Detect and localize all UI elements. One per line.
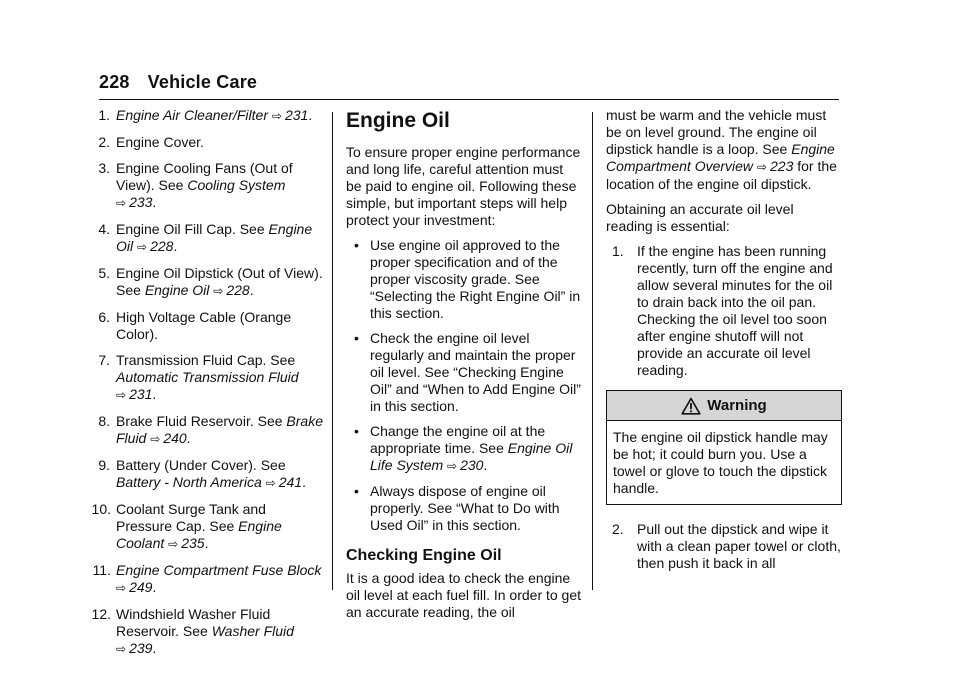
text-run: Always dispose of engine oil properly. See “What to Do with Used Oil” in this section. bbox=[370, 483, 560, 533]
step-text: If the engine has been running recently, turn off the engine and allow several minutes for the oil to drain back into the oil pan. Checking the oil level too soon after engine shutoff will not provide an accurate oil level reading. bbox=[637, 243, 833, 378]
text-run: . bbox=[173, 238, 178, 254]
text-run: . bbox=[186, 430, 191, 446]
cross-reference-title[interactable]: Brake Fluid bbox=[116, 413, 323, 446]
legend-number: 8. bbox=[98, 413, 110, 429]
text-run: for the location of the engine oil dipstick. bbox=[606, 158, 837, 192]
text-run: Transmission Fluid Cap. See bbox=[116, 352, 296, 368]
engine-oil-bullets bbox=[346, 237, 582, 534]
header-rule bbox=[99, 99, 839, 100]
legend-number: 6. bbox=[98, 309, 110, 325]
legend-number: 7. bbox=[98, 352, 110, 368]
bullet-marker: • bbox=[354, 483, 359, 499]
page-header bbox=[99, 72, 257, 93]
chapter-title: Vehicle Care bbox=[147, 72, 258, 92]
page-ref-arrow-icon: ⇨ bbox=[265, 476, 276, 490]
page-reference[interactable]: 231 bbox=[284, 107, 309, 123]
page-ref-arrow-icon: ⇨ bbox=[447, 459, 458, 473]
step-2 bbox=[606, 521, 842, 572]
legend-number: 10. bbox=[91, 501, 111, 517]
cross-reference-title[interactable]: Engine Oil Life System bbox=[370, 440, 573, 473]
step-number: 1. bbox=[612, 243, 624, 259]
cross-reference-title[interactable]: Automatic Transmission Fluid bbox=[116, 369, 299, 385]
warning-header bbox=[607, 391, 841, 421]
bullet-item bbox=[346, 330, 582, 415]
cross-reference-title[interactable]: Engine Compartment Fuse Block bbox=[116, 562, 322, 578]
page-ref-arrow-icon: ⇨ bbox=[137, 240, 148, 254]
text-run: must be warm and the vehicle must be on level ground. The engine oil dipstick handle is a loop. See bbox=[606, 107, 827, 157]
cross-reference-title[interactable]: Battery - North America bbox=[116, 474, 262, 490]
cross-reference-title[interactable]: Cooling System bbox=[187, 177, 286, 193]
bullet-marker: • bbox=[354, 237, 359, 253]
text-run: . bbox=[152, 386, 157, 402]
column-divider-left bbox=[332, 112, 333, 590]
text-run: Engine Cover. bbox=[116, 134, 204, 150]
checking-oil-paragraph: It is a good idea to check the engine oil level at each fuel fill. In order to get an accurate reading, the oil bbox=[346, 570, 582, 620]
legend-number: 1. bbox=[98, 107, 110, 123]
page-reference[interactable]: 240 bbox=[163, 430, 187, 446]
warning-box bbox=[606, 390, 842, 505]
legend-number: 4. bbox=[98, 221, 110, 237]
cross-reference-title[interactable]: Engine Oil bbox=[144, 282, 210, 298]
cross-reference-title[interactable]: Engine Oil bbox=[116, 221, 313, 254]
page-reference[interactable]: 228 bbox=[226, 282, 250, 298]
text-run: Battery (Under Cover). See bbox=[116, 457, 286, 473]
page-reference[interactable]: 249 bbox=[129, 579, 153, 595]
page-ref-arrow-icon: ⇨ bbox=[271, 109, 282, 123]
accurate-reading-paragraph: Obtaining an accurate oil level reading is essential: bbox=[606, 201, 794, 234]
legend-item bbox=[88, 309, 323, 343]
cross-reference-title[interactable]: Washer Fluid bbox=[211, 623, 294, 639]
page-reference[interactable]: 239 bbox=[129, 640, 153, 656]
text-run: Windshield Washer Fluid Reservoir. See bbox=[116, 606, 271, 639]
legend-item bbox=[88, 413, 323, 448]
page-ref-arrow-icon: ⇨ bbox=[756, 160, 767, 174]
subsection-title-checking-oil: Checking Engine Oil bbox=[346, 547, 502, 564]
text-run: . bbox=[152, 640, 157, 656]
legend-item bbox=[88, 134, 323, 151]
legend-number: 3. bbox=[98, 160, 110, 176]
page-ref-arrow-icon: ⇨ bbox=[213, 284, 224, 298]
legend-number: 9. bbox=[98, 457, 110, 473]
legend-item bbox=[88, 457, 323, 492]
page-reference[interactable]: 241 bbox=[278, 474, 303, 490]
page-reference[interactable]: 231 bbox=[129, 386, 153, 402]
page-number: 228 bbox=[99, 72, 130, 92]
warning-triangle-icon bbox=[681, 397, 701, 415]
text-run: . bbox=[152, 579, 157, 595]
text-run: . bbox=[249, 282, 254, 298]
text-run: High Voltage Cable (Orange Color). bbox=[116, 309, 292, 342]
page-reference[interactable]: 235 bbox=[181, 535, 205, 551]
bullet-marker: • bbox=[354, 330, 359, 346]
column-divider-right bbox=[592, 112, 593, 590]
section-title-engine-oil: Engine Oil bbox=[346, 109, 450, 132]
legend-item bbox=[88, 501, 323, 553]
bullet-item bbox=[346, 483, 582, 534]
text-run: Use engine oil approved to the proper specification and of the proper viscosity grade. See “Selecting the Right Engine Oil” in this section. bbox=[370, 237, 581, 321]
text-run: . bbox=[204, 535, 209, 551]
legend-number: 12. bbox=[91, 606, 111, 622]
text-run: . bbox=[302, 474, 306, 490]
legend-number: 5. bbox=[98, 265, 110, 281]
page-ref-arrow-icon: ⇨ bbox=[168, 537, 179, 551]
legend-item bbox=[88, 160, 323, 212]
step-text: Pull out the dipstick and wipe it with a clean paper towel or cloth, then push it back in all bbox=[637, 521, 841, 571]
warning-text: The engine oil dipstick handle may be hot; it could burn you. Use a towel or glove to touch the dipstick handle. bbox=[613, 429, 828, 496]
legend-item bbox=[88, 265, 323, 300]
cross-reference-title[interactable]: Engine Compartment Overview bbox=[606, 141, 835, 174]
checking-oil-continued-column bbox=[606, 107, 842, 580]
component-legend-list bbox=[88, 107, 323, 667]
page-ref-arrow-icon: ⇨ bbox=[116, 581, 127, 595]
text-run: Brake Fluid Reservoir. See bbox=[116, 413, 287, 429]
text-run: . bbox=[483, 457, 488, 473]
cross-reference-title[interactable]: Engine Air Cleaner/Filter bbox=[116, 107, 268, 123]
text-run: Change the engine oil at the appropriate time. See bbox=[370, 423, 546, 456]
step-1 bbox=[606, 243, 842, 379]
page-ref-arrow-icon: ⇨ bbox=[150, 432, 161, 446]
engine-oil-intro: To ensure proper engine performance and long life, careful attention must be paid to engine oil. Following these simple, but important steps will help protect your investment: bbox=[346, 144, 581, 228]
text-run: Coolant Surge Tank and Pressure Cap. See bbox=[116, 501, 266, 534]
text-run: . bbox=[308, 107, 313, 123]
warning-title: Warning bbox=[707, 397, 767, 414]
legend-number: 11. bbox=[92, 562, 111, 578]
text-run: Engine Oil Fill Cap. See bbox=[116, 221, 269, 237]
legend-item bbox=[88, 221, 323, 256]
bullet-item bbox=[346, 423, 582, 475]
text-run: . bbox=[152, 194, 157, 210]
cross-reference-title[interactable]: Engine Coolant bbox=[116, 518, 282, 551]
legend-item bbox=[88, 107, 323, 125]
bullet-marker: • bbox=[354, 423, 359, 439]
step-number: 2. bbox=[612, 521, 624, 537]
page-ref-arrow-icon: ⇨ bbox=[116, 196, 127, 210]
page-reference[interactable]: 228 bbox=[150, 238, 174, 254]
page-ref-arrow-icon: ⇨ bbox=[116, 388, 127, 402]
engine-oil-column bbox=[346, 107, 582, 629]
page-reference[interactable]: 230 bbox=[460, 457, 484, 473]
page-ref-arrow-icon: ⇨ bbox=[116, 642, 127, 656]
legend-item bbox=[88, 352, 323, 404]
dipstick-paragraph bbox=[606, 107, 842, 193]
bullet-item bbox=[346, 237, 582, 322]
legend-item bbox=[88, 562, 323, 597]
legend-number: 2. bbox=[98, 134, 110, 150]
legend-item bbox=[88, 606, 323, 658]
text-run: Engine Cooling Fans (Out of View). See bbox=[116, 160, 293, 193]
text-run: Check the engine oil level regularly and maintain the proper oil level. See “Checking Engine Oil” and “When to Add Engine Oil” in this section. bbox=[370, 330, 581, 414]
page-reference[interactable]: 233 bbox=[129, 194, 153, 210]
page-reference[interactable]: 223 bbox=[770, 158, 794, 174]
text-run: Engine Oil Dipstick (Out of View). See bbox=[116, 265, 323, 298]
